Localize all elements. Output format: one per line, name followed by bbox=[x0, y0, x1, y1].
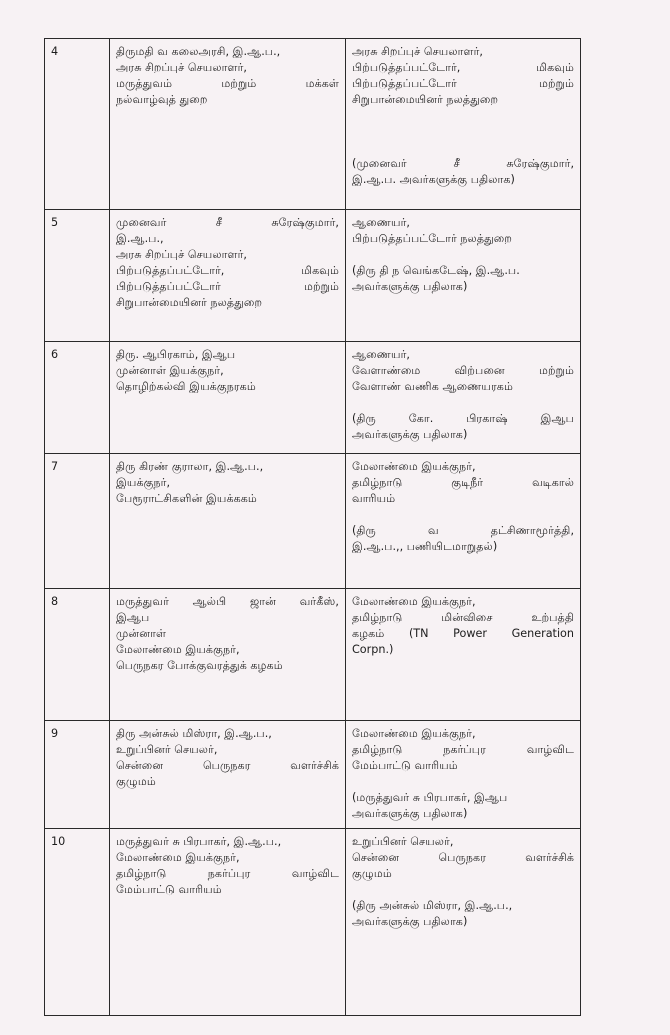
serial-number-cell bbox=[45, 829, 110, 1016]
officer-line: முனைவர் சீ சுரேஷ்குமார், bbox=[116, 216, 339, 229]
officer-line: மேலாண்மை இயக்குநர், bbox=[116, 643, 240, 656]
table-row bbox=[45, 454, 581, 589]
officer-cell bbox=[110, 454, 346, 589]
serial-number-cell bbox=[45, 721, 110, 829]
posted-to-line: ஆணையர், bbox=[352, 216, 410, 229]
officer-line: முன்னாள் இயக்குநர், bbox=[116, 364, 224, 377]
officer-cell bbox=[110, 210, 346, 342]
posted-to-cell bbox=[346, 210, 581, 342]
serial-number-cell bbox=[45, 454, 110, 589]
serial-number: 5 bbox=[51, 216, 59, 229]
officer-line: இஆப bbox=[116, 611, 150, 624]
table-body bbox=[45, 39, 581, 1016]
posted-to-line: சென்னை பெருநகர வளர்ச்சிக் bbox=[352, 851, 574, 864]
spacer bbox=[352, 140, 574, 156]
posted-to-cell bbox=[346, 454, 581, 589]
posted-to-line: அரசு சிறப்புச் செயலாளர், bbox=[352, 45, 483, 58]
posted-to-line: Corpn.) bbox=[352, 643, 394, 656]
officer-line: பேரூராட்சிகளின் இயக்ககம் bbox=[116, 492, 257, 505]
vice-line: (திரு வ தட்சிணாமூர்த்தி, bbox=[352, 524, 574, 537]
officer-line: மருத்துவர் ஆல்பி ஜான் வர்கீஸ், bbox=[116, 595, 339, 608]
posted-to-line: உறுப்பினர் செயலர், bbox=[352, 835, 454, 848]
officer-line: இ.ஆ.ப., bbox=[116, 232, 164, 245]
posted-to-line: வேளாண் வணிக ஆணையரகம் bbox=[352, 380, 513, 393]
spacer bbox=[352, 247, 574, 263]
table-row bbox=[45, 589, 581, 721]
officer-line: திரு. ஆபிரகாம், இஆப bbox=[116, 348, 236, 361]
officer-line: பிற்படுத்தப்பட்டோர் மற்றும் bbox=[116, 280, 339, 293]
posted-to-line: தமிழ்நாடு குடிநீர் வடிகால் bbox=[352, 476, 574, 489]
officer-line: முன்னாள் bbox=[116, 627, 167, 640]
spacer bbox=[352, 124, 574, 140]
transfer-order-table bbox=[44, 38, 581, 1016]
officer-line: திருமதி வ கலைஅரசி, இ.ஆ.ப., bbox=[116, 45, 281, 58]
serial-number: 8 bbox=[51, 595, 59, 608]
posted-to-line: மேம்பாட்டு வாரியம் bbox=[352, 759, 458, 772]
spacer bbox=[352, 108, 574, 124]
serial-number: 9 bbox=[51, 727, 59, 740]
officer-line: தமிழ்நாடு நகர்ப்புர வாழ்விட bbox=[116, 867, 339, 880]
posted-to-cell bbox=[346, 829, 581, 1016]
vice-line: (மருத்துவர் சு பிரபாகர், இஆப bbox=[352, 791, 508, 804]
posted-to-line: தமிழ்நாடு மின்விசை உற்பத்தி bbox=[352, 611, 574, 624]
spacer bbox=[352, 395, 574, 411]
serial-number: 4 bbox=[51, 45, 59, 58]
officer-cell bbox=[110, 829, 346, 1016]
officer-line: அரசு சிறப்புச் செயலாளர், bbox=[116, 248, 247, 261]
posted-to-line: குழுமம் bbox=[352, 867, 392, 880]
serial-number: 7 bbox=[51, 460, 59, 473]
posted-to-line: கழகம் (TN Power Generation bbox=[352, 627, 574, 640]
spacer bbox=[352, 507, 574, 523]
table-row bbox=[45, 39, 581, 210]
table-row bbox=[45, 721, 581, 829]
vice-line: (திரு கோ. பிரகாஷ் இஆப bbox=[352, 412, 574, 425]
table-row bbox=[45, 829, 581, 1016]
posted-to-cell bbox=[346, 342, 581, 454]
officer-cell bbox=[110, 342, 346, 454]
serial-number-cell bbox=[45, 39, 110, 210]
officer-line: சென்னை பெருநகர வளர்ச்சிக் bbox=[116, 759, 339, 772]
vice-line: (திரு அன்சுல் மிஸ்ரா, இ.ஆ.ப., bbox=[352, 899, 513, 912]
officer-line: இயக்குநர், bbox=[116, 476, 171, 489]
vice-line: இ.ஆ.ப.,, பணியிடமாறுதல்) bbox=[352, 540, 498, 553]
vice-line: இ.ஆ.ப. அவர்களுக்கு பதிலாக) bbox=[352, 173, 515, 186]
officer-line: மருத்துவர் சு பிரபாகர், இ.ஆ.ப., bbox=[116, 835, 282, 848]
posted-to-line: தமிழ்நாடு நகர்ப்புர வாழ்விட bbox=[352, 743, 574, 756]
serial-number-cell bbox=[45, 210, 110, 342]
table-row bbox=[45, 210, 581, 342]
officer-line: திரு அன்சுல் மிஸ்ரா, இ.ஆ.ப., bbox=[116, 727, 272, 740]
serial-number-cell bbox=[45, 342, 110, 454]
vice-line: அவர்களுக்கு பதிலாக) bbox=[352, 807, 468, 820]
posted-to-line: மேலாண்மை இயக்குநர், bbox=[352, 727, 476, 740]
officer-line: மருத்துவம் மற்றும் மக்கள் bbox=[116, 77, 339, 90]
posted-to-line: பிற்படுத்தப்பட்டோர் நலத்துறை bbox=[352, 232, 513, 245]
officer-line: மேலாண்மை இயக்குநர், bbox=[116, 851, 240, 864]
table-row bbox=[45, 342, 581, 454]
posted-to-line: வேளாண்மை விற்பனை மற்றும் bbox=[352, 364, 574, 377]
serial-number: 10 bbox=[51, 835, 66, 848]
posted-to-cell bbox=[346, 721, 581, 829]
officer-line: தொழிற்கல்வி இயக்குநரகம் bbox=[116, 380, 256, 393]
officer-line: சிறுபான்மையினர் நலத்துறை bbox=[116, 296, 263, 309]
officer-line: அரசு சிறப்புச் செயலாளர், bbox=[116, 61, 247, 74]
officer-cell bbox=[110, 721, 346, 829]
officer-line: திரு கிரண் குராலா, இ.ஆ.ப., bbox=[116, 460, 264, 473]
officer-cell bbox=[110, 589, 346, 721]
posted-to-line: பிற்படுத்தப்பட்டோர் மற்றும் bbox=[352, 77, 574, 90]
vice-line: (முனைவர் சீ சுரேஷ்குமார், bbox=[352, 157, 574, 170]
officer-line: குழுமம் bbox=[116, 775, 156, 788]
posted-to-cell bbox=[346, 39, 581, 210]
posted-to-cell bbox=[346, 589, 581, 721]
officer-line: மேம்பாட்டு வாரியம் bbox=[116, 883, 222, 896]
vice-line: அவர்களுக்கு பதிலாக) bbox=[352, 428, 468, 441]
posted-to-line: மேலாண்மை இயக்குநர், bbox=[352, 595, 476, 608]
spacer bbox=[352, 774, 574, 790]
officer-line: பெருநகர போக்குவரத்துக் கழகம் bbox=[116, 659, 283, 672]
posted-to-line: சிறுபான்மையினர் நலத்துறை bbox=[352, 93, 499, 106]
vice-line: அவர்களுக்கு பதிலாக) bbox=[352, 915, 468, 928]
officer-line: நல்வாழ்வுத் துறை bbox=[116, 93, 208, 106]
officer-line: உறுப்பினர் செயலர், bbox=[116, 743, 218, 756]
posted-to-line: பிற்படுத்தப்பட்டோர், மிகவும் bbox=[352, 61, 574, 74]
posted-to-line: வாரியம் bbox=[352, 492, 396, 505]
serial-number: 6 bbox=[51, 348, 59, 361]
officer-cell bbox=[110, 39, 346, 210]
vice-line: அவர்களுக்கு பதிலாக) bbox=[352, 280, 468, 293]
spacer bbox=[352, 882, 574, 898]
posted-to-line: மேலாண்மை இயக்குநர், bbox=[352, 460, 476, 473]
vice-line: (திரு தி ந வெங்கடேஷ், இ.ஆ.ப. bbox=[352, 264, 520, 277]
posted-to-line: ஆணையர், bbox=[352, 348, 410, 361]
officer-line: பிற்படுத்தப்பட்டோர், மிகவும் bbox=[116, 264, 339, 277]
serial-number-cell bbox=[45, 589, 110, 721]
